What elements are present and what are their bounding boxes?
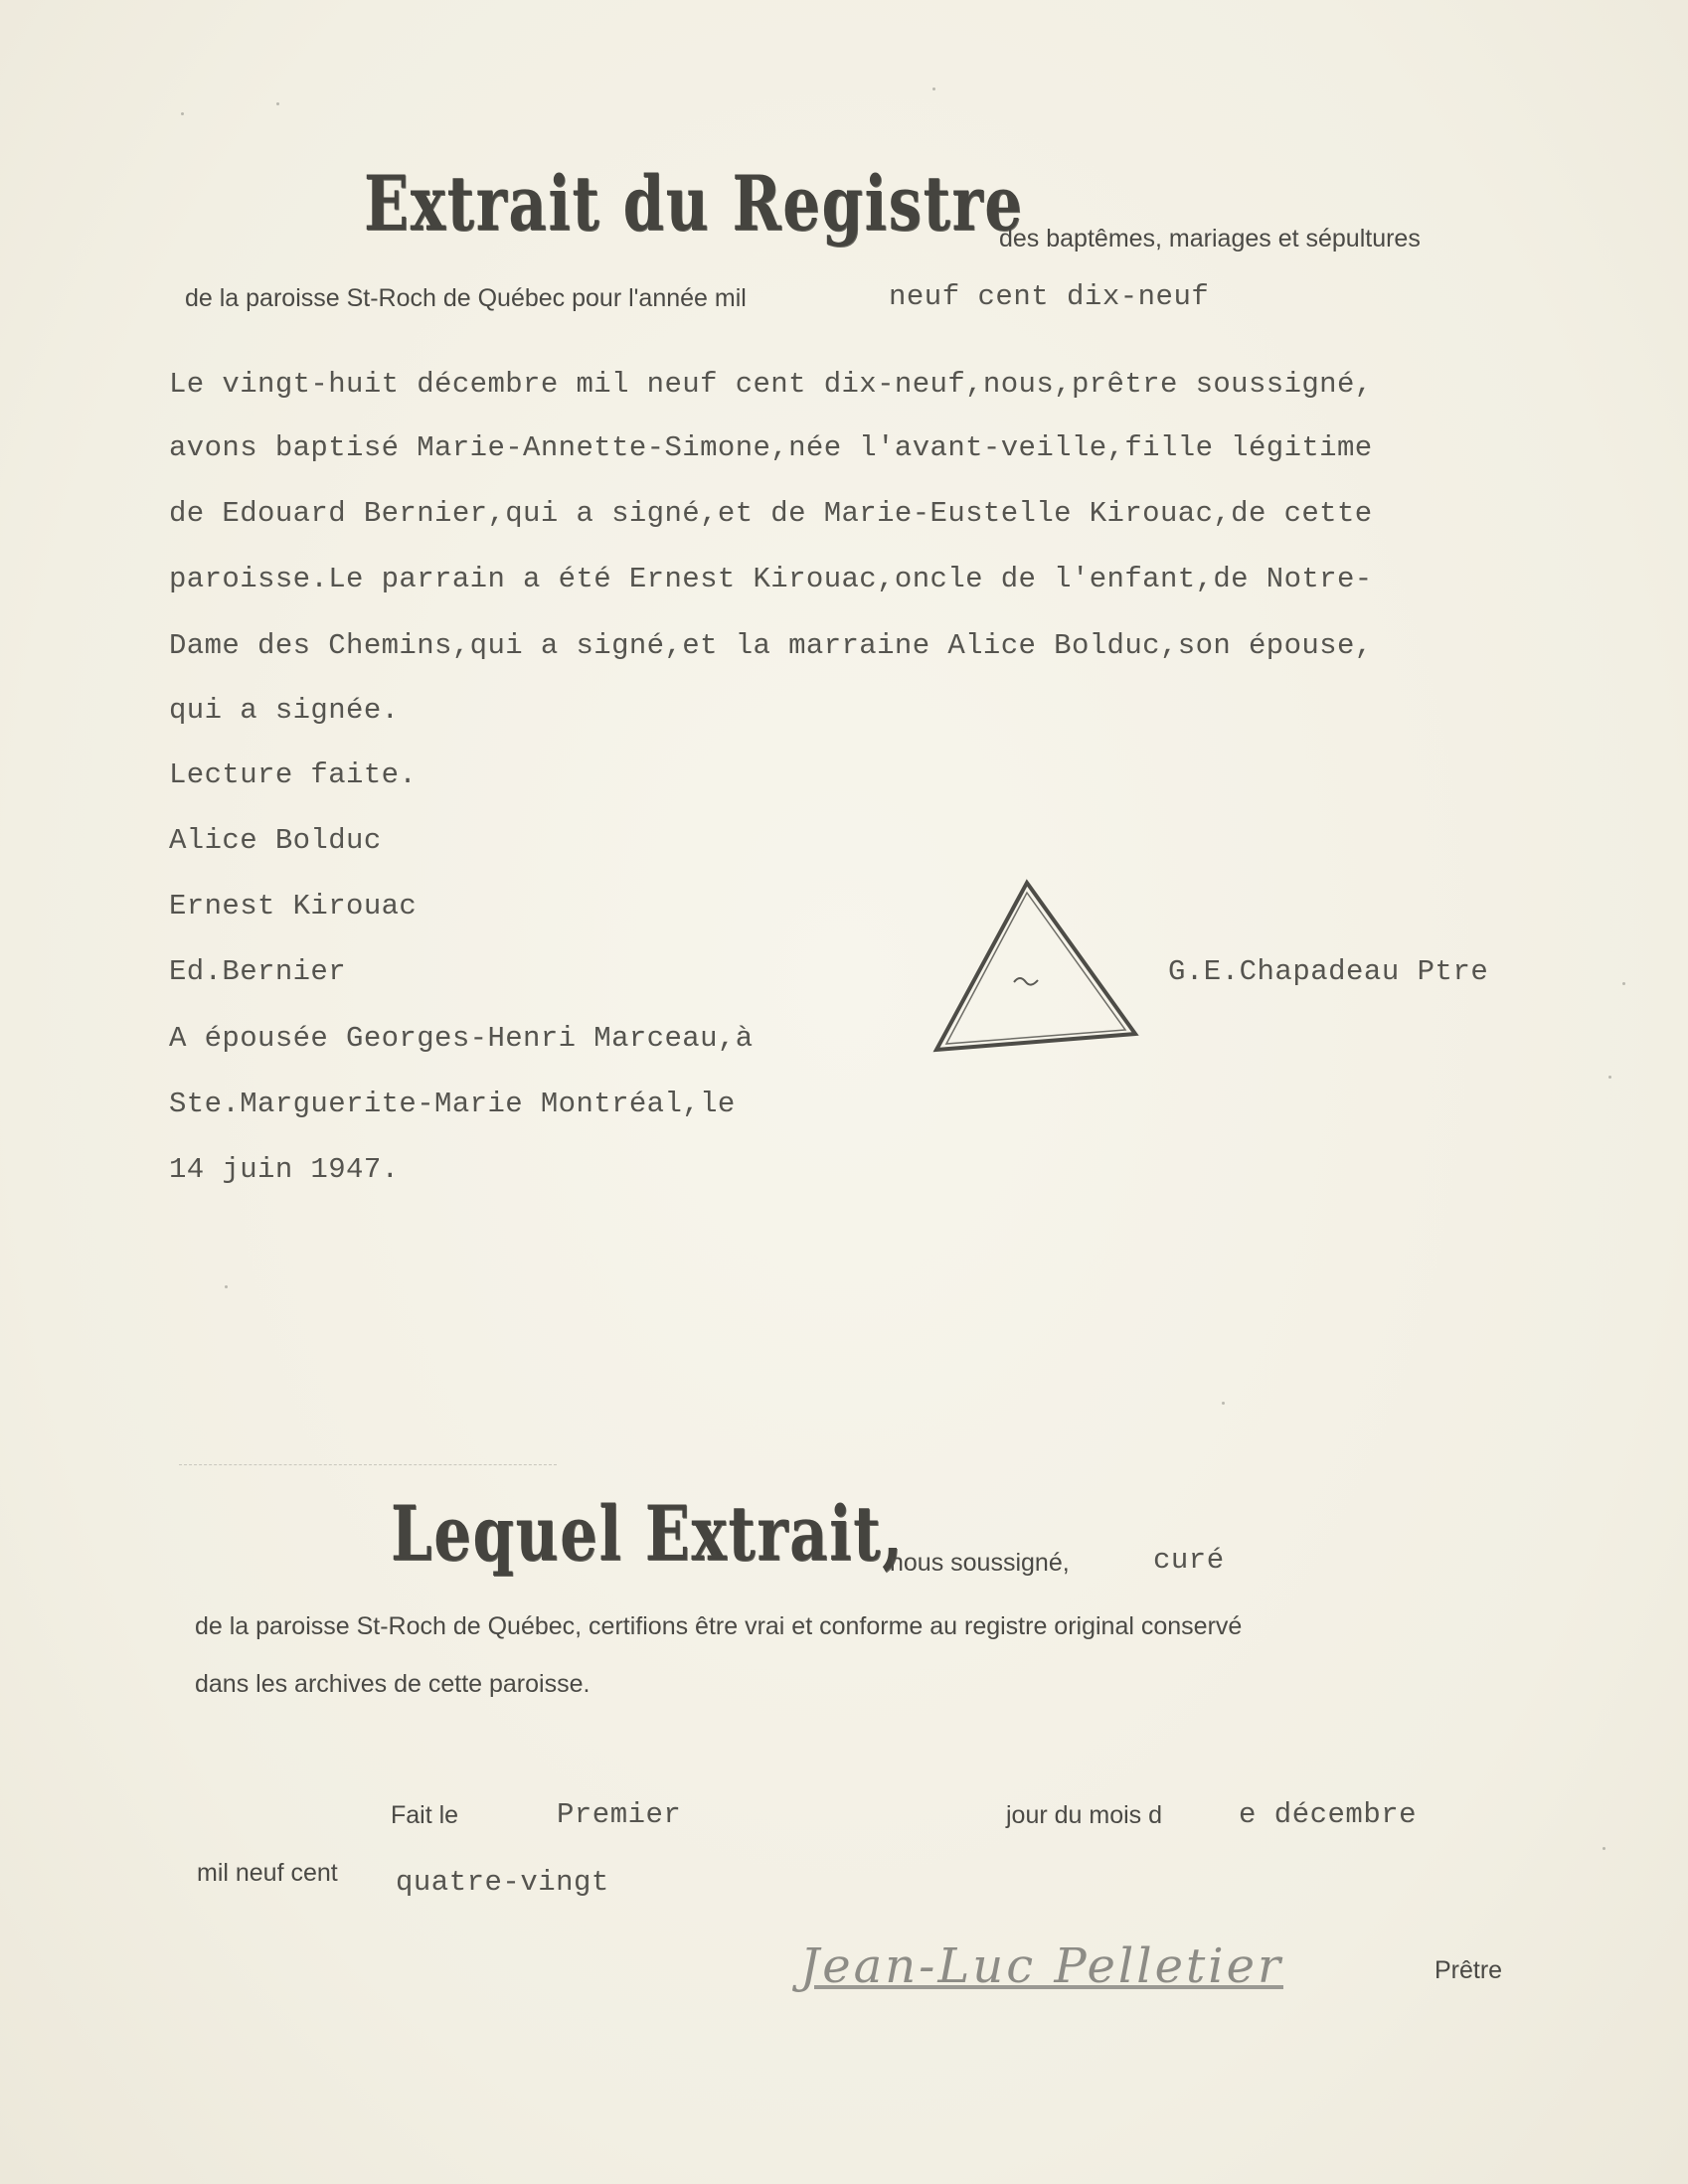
record-line: de Edouard Bernier,qui a signé,et de Marie-Eustelle Kirouac,de cette [169, 497, 1373, 530]
fait-le-label: Fait le [391, 1801, 459, 1829]
issue-day-value: Premier [557, 1798, 682, 1831]
pretre-label: Prêtre [1435, 1956, 1503, 1984]
record-line: Alice Bolduc [169, 824, 382, 857]
certification-heading-suffix: nous soussigné, [890, 1549, 1070, 1577]
certification-line: de la paroisse St-Roch de Québec, certifions être vrai et conforme au registre original conservé [195, 1612, 1243, 1640]
certifier-title: curé [1153, 1544, 1225, 1577]
scan-speck [276, 102, 279, 105]
scan-speck [1608, 1076, 1611, 1079]
divider-line [179, 1464, 557, 1465]
record-line: Dame des Chemins,qui a signé,et la marraine Alice Bolduc,son épouse, [169, 629, 1373, 662]
scan-speck [181, 112, 184, 115]
scan-speck [1603, 1847, 1605, 1850]
parish-seal-stamp [925, 875, 1143, 1064]
register-heading-suffix: des baptêmes, mariages et sépultures [999, 225, 1421, 252]
record-line: qui a signée. [169, 694, 400, 727]
scan-speck [1622, 982, 1625, 985]
certification-heading [391, 1489, 904, 1579]
mil-neuf-cent-label: mil neuf cent [197, 1859, 338, 1887]
record-line: 14 juin 1947. [169, 1153, 400, 1186]
certification-heading-text: Lequel Extrait, [391, 1489, 905, 1578]
record-line: avons baptisé Marie-Annette-Simone,née l'avant-veille,fille légitime [169, 431, 1373, 464]
register-heading-text: Extrait du Registre [364, 159, 1024, 248]
record-line: Ernest Kirouac [169, 890, 418, 923]
issue-month-value: e décembre [1239, 1798, 1418, 1831]
handwritten-signature: Jean-Luc Pelletier [800, 1938, 1283, 1994]
record-line: Ed.Bernier [169, 955, 347, 988]
scan-speck [225, 1285, 228, 1288]
parish-year-label: de la paroisse St-Roch de Québec pour l'année mil [185, 284, 747, 312]
issue-year-value: quatre-vingt [396, 1866, 609, 1899]
scan-speck [932, 87, 935, 90]
register-heading [364, 159, 1024, 249]
record-line: Ste.Marguerite-Marie Montréal,le [169, 1088, 736, 1120]
record-line: paroisse.Le parrain a été Ernest Kirouac,oncle de l'enfant,de Notre- [169, 563, 1373, 595]
jour-du-mois-label: jour du mois d [1006, 1801, 1163, 1829]
record-line: A épousée Georges-Henri Marceau,à [169, 1022, 754, 1055]
certification-line: dans les archives de cette paroisse. [195, 1670, 591, 1698]
registry-year-value: neuf cent dix-neuf [889, 280, 1210, 313]
scan-speck [1222, 1402, 1225, 1405]
priest-signature: G.E.Chapadeau Ptre [1168, 955, 1489, 988]
record-line: Le vingt-huit décembre mil neuf cent dix-neuf,nous,prêtre soussigné, [169, 368, 1373, 401]
record-line: Lecture faite. [169, 758, 418, 791]
